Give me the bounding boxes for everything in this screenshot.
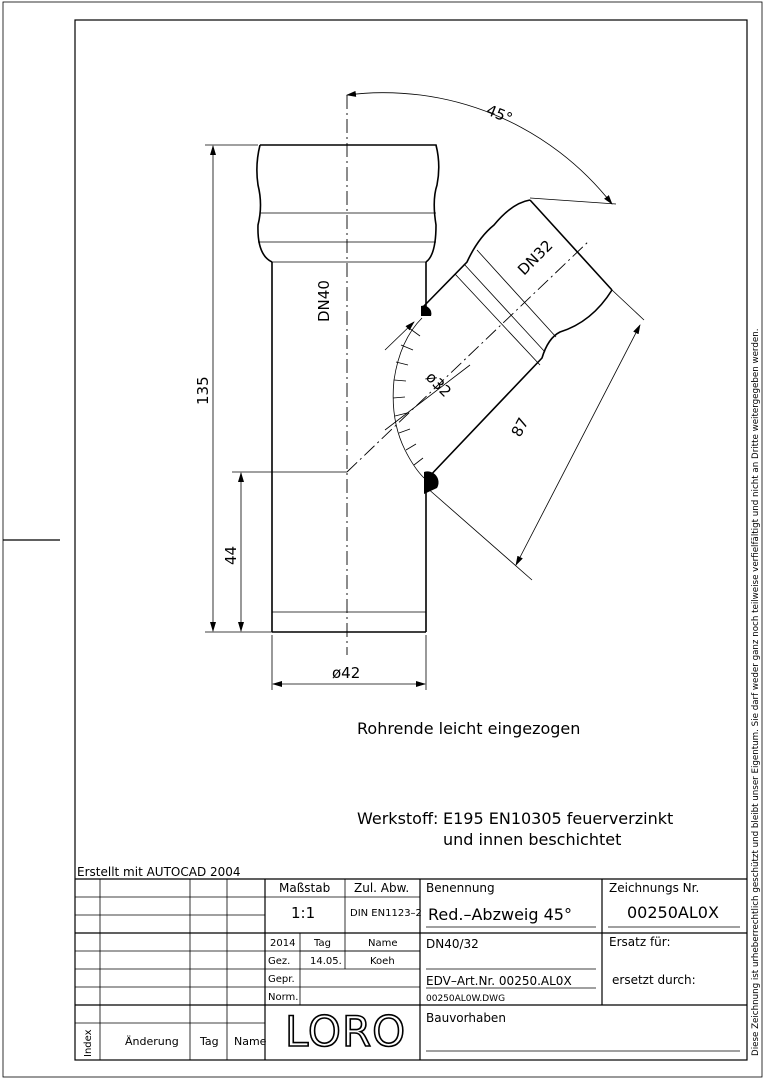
drawing-number-header: Zeichnungs Nr.	[609, 881, 700, 895]
material-line-2: und innen beschichtet	[443, 830, 622, 849]
dwg-file-name: 00250AL0W.DWG	[426, 994, 506, 1004]
rev-index-header: Index	[83, 1029, 94, 1057]
main-diameter-label: ø42	[332, 664, 361, 682]
replace-for-label: Ersatz für:	[609, 935, 671, 949]
branch-length-label: 87	[507, 414, 533, 440]
height-total-label: 135	[194, 376, 212, 405]
material-line-1: E195 EN10305 feuerverzinkt	[443, 809, 674, 828]
replaced-by-label: ersetzt durch:	[612, 973, 696, 987]
rev-change-header: Änderung	[125, 1035, 179, 1048]
name-header: Benennung	[426, 881, 495, 895]
angle-dimension	[347, 93, 612, 204]
main-pipe-label: DN40	[315, 280, 333, 322]
branch-centerline	[347, 240, 590, 472]
svg-text:LORO: LORO	[285, 1007, 407, 1056]
branch-length-dimension	[516, 325, 640, 565]
loro-logo	[285, 1007, 406, 1056]
rev-name-header: Name	[234, 1035, 267, 1048]
drawing-number-value: 00250AL0X	[627, 903, 719, 922]
title-block	[75, 865, 747, 1060]
day-header: Tag	[314, 938, 331, 949]
rev-day-header: Tag	[200, 1035, 219, 1048]
angle-label: 45°	[483, 100, 516, 128]
main-pipe-body	[257, 145, 439, 632]
drawn-date: 14.05.	[310, 956, 342, 967]
scale-header: Maßstab	[279, 881, 331, 895]
drawn-name: Koeh	[370, 956, 395, 967]
tolerance-value: DIN EN1123–2	[350, 908, 422, 919]
fitting-drawing	[194, 93, 644, 690]
size-value: DN40/32	[426, 937, 479, 951]
branch-pipe-label: DN32	[514, 236, 557, 279]
intersection-curve	[393, 318, 424, 478]
material-label: Werkstoff:	[357, 809, 439, 828]
created-with-note: Erstellt mit AUTOCAD 2004	[77, 865, 241, 879]
branch-diameter-label: ø32	[422, 368, 455, 401]
pipe-end-note: Rohrende leicht eingezogen	[357, 719, 581, 738]
norm-label: Norm.	[268, 992, 299, 1003]
year-value: 2014	[270, 938, 296, 949]
branch-pipe-body	[421, 200, 612, 494]
copyright-note: Diese Zeichnung ist urheberrechtlich geschützt und bleibt unser Eigentum. Sie darf weder ganz noch teilweise verfielfältigt und nicht an Dritte weitergegeben werden.	[751, 328, 761, 1056]
height-branch-label: 44	[222, 545, 240, 565]
person-header: Name	[368, 938, 398, 949]
name-value: Red.–Abzweig 45°	[428, 905, 572, 924]
drawn-label: Gez.	[268, 956, 291, 967]
article-number: EDV–Art.Nr. 00250.AL0X	[426, 974, 572, 988]
project-label: Bauvorhaben	[426, 1011, 506, 1025]
scale-value: 1:1	[291, 904, 316, 922]
drawing-notes	[357, 719, 673, 849]
tolerance-header: Zul. Abw.	[354, 881, 410, 895]
checked-label: Gepr.	[268, 974, 295, 985]
